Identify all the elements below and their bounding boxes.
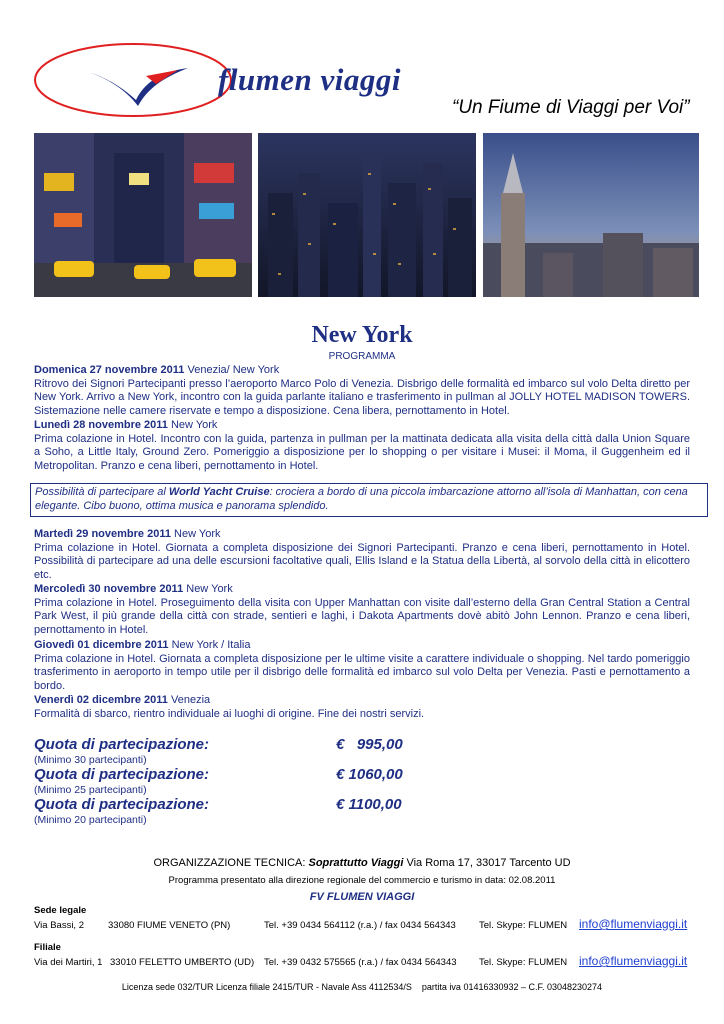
day-block xyxy=(34,694,690,721)
price-value: € 1100,00 xyxy=(336,796,402,813)
day-date: Giovedì 01 dicembre 2011 xyxy=(34,639,169,651)
day-date: Martedì 29 novembre 2011 xyxy=(34,528,171,540)
day-text: Prima colazione in Hotel. Incontro con la guida, partenza in pullman per la mattinata dedicata alla visita della città dalla Union Square a Soho, a Little Italy, Ground Zero. Pomeriggio a disposizione per lo shopping o per visitare i Musei: il Moma, il Guggenheim ed il Metropolitan. Pranzo e cena liberi, pernottamento in Hotel. xyxy=(34,432,690,472)
day-place: New York / Italia xyxy=(171,639,251,651)
day-text: Prima colazione in Hotel. Giornata a completa disposizione dei Signori Partecipanti. Pranzo e cena liberi, pernottamento in Hotel. Possibilità di partecipare ad una delle escursioni facoltative quali, Ellis Island e la Statua della Libertà, al sorvolo della città in elicottero etc. xyxy=(34,541,690,581)
price-label: Quota di partecipazione: xyxy=(34,766,210,783)
page-subtitle: PROGRAMMA xyxy=(328,351,396,362)
day-block xyxy=(34,419,690,473)
price-minimum: (Minimo 20 partecipanti) xyxy=(34,814,147,826)
optional-highlight: World Yacht Cruise xyxy=(168,486,270,498)
slogan: “Un Fiume di Viaggi per Voi” xyxy=(452,97,690,118)
day-text: Prima colazione in Hotel. Proseguimento della visita con Upper Manhattan con visite dall’esterno della Gran Central Station a Central Park West, il più grande della città con strade, sentieri e laghi, i Dakota Apartments dovè abitò John Lennon. Pranzo e cena liberi, pernottamento in Hotel. xyxy=(34,596,690,636)
filiale-email-link[interactable]: info@flumenviaggi.it xyxy=(579,954,688,968)
day-block xyxy=(34,583,690,637)
license-line: Licenza sede 032/TUR Licenza filiale 2415/TUR - Navale Ass 4112534/S partita iva 01416330932 – C.F. 03048230274 xyxy=(121,982,603,992)
price-row xyxy=(34,766,434,798)
day-place: New York xyxy=(186,583,233,595)
price-value: € 1060,00 xyxy=(336,766,403,783)
filiale-label: Filiale xyxy=(34,942,61,953)
price-label: Quota di partecipazione: xyxy=(34,736,210,753)
day-date: Domenica 27 novembre 2011 xyxy=(34,364,185,376)
day-place: Venezia/ New York xyxy=(187,364,280,376)
price-row xyxy=(34,796,434,828)
logo-text: flumen viaggi xyxy=(218,62,402,97)
sede-skype: Tel. Skype: FLUMEN xyxy=(479,920,568,931)
price-label: Quota di partecipazione: xyxy=(34,796,210,813)
filiale-city: 33010 FELETTO UMBERTO (UD) xyxy=(110,957,255,968)
sede-city: 33080 FIUME VENETO (PN) xyxy=(108,920,231,931)
org-address: Via Roma 17, 33017 Tarcento UD xyxy=(403,857,571,869)
manhattan-night-photo xyxy=(258,133,476,297)
chrysler-building-photo xyxy=(483,133,699,297)
org-prefix: ORGANIZZAZIONE TECNICA: xyxy=(153,857,309,869)
page-title: New York xyxy=(311,322,413,348)
day-date: Venerdì 02 dicembre 2011 xyxy=(34,694,168,706)
day-block xyxy=(34,528,690,582)
logo-bird-icon xyxy=(83,68,188,106)
price-value: € 995,00 xyxy=(336,736,403,753)
day-place: Venezia xyxy=(170,694,211,706)
organization-line xyxy=(0,857,724,869)
sede-label: Sede legale xyxy=(34,905,87,916)
day-block xyxy=(34,364,690,418)
day-date: Lunedì 28 novembre 2011 xyxy=(34,419,168,431)
optional-excursion-box xyxy=(30,483,708,517)
day-text: Ritrovo dei Signori Partecipanti presso l’aeroporto Marco Polo di Venezia. Disbrigo delle formalità ed imbarco sul volo Delta diretto per New York. Arrivo a New York, incontro con la guida parlante italiano e trasferimento in pullman al JOLLY HOTEL MADISON TOWERS. Sistemazione nelle camere riservate e tempo a disposizione. Cena libera, pernottamento in Hotel. xyxy=(34,377,690,417)
day-place: New York xyxy=(174,528,221,540)
price-minimum: (Minimo 30 partecipanti) xyxy=(34,754,147,766)
company-name: FV FLUMEN VIAGGI xyxy=(309,891,415,903)
sede-address: Via Bassi, 2 xyxy=(34,920,84,931)
times-square-photo xyxy=(34,133,252,297)
day-place: New York xyxy=(170,419,218,431)
optional-prefix: Possibilità di partecipare al xyxy=(35,486,169,498)
price-row xyxy=(34,736,434,768)
program-note: Programma presentato alla direzione regionale del commercio e turismo in data: 02.08.2011 xyxy=(168,875,556,886)
day-text: Prima colazione in Hotel. Giornata a completa disposizione per le ultime visite a carattere individuale o shopping. Nel tardo pomeriggio trasferimento in aeroporto in tempo utile per il disbrigo delle formalità ed imbarco sul volo Delta per Venezia. Pasti e pernottamento a bordo. xyxy=(34,652,690,692)
filiale-address: Via dei Martiri, 1 xyxy=(34,957,103,968)
filiale-skype: Tel. Skype: FLUMEN xyxy=(479,957,568,968)
filiale-tel: Tel. +39 0432 575565 (r.a.) / fax 0434 564343 xyxy=(264,957,457,968)
price-minimum: (Minimo 25 partecipanti) xyxy=(34,784,147,796)
org-name: Soprattutto Viaggi xyxy=(308,857,404,869)
logo-ellipse-icon xyxy=(35,44,231,116)
sede-tel: Tel. +39 0434 564112 (r.a.) / fax 0434 564343 xyxy=(264,920,456,931)
sede-row xyxy=(34,920,84,931)
optional-suffix: : crociera a bordo di una piccola imbarcazione attorno all’isola di Manhattan, con cena elegante. Cibo buono, ottima musica e panorama splendido. xyxy=(35,486,688,512)
day-block xyxy=(34,639,690,693)
sede-email-link[interactable]: info@flumenviaggi.it xyxy=(579,917,688,931)
day-date: Mercoledì 30 novembre 2011 xyxy=(34,583,184,595)
day-text: Formalità di sbarco, rientro individuale ai luoghi di origine. Fine dei nostri servizi. xyxy=(34,707,425,720)
